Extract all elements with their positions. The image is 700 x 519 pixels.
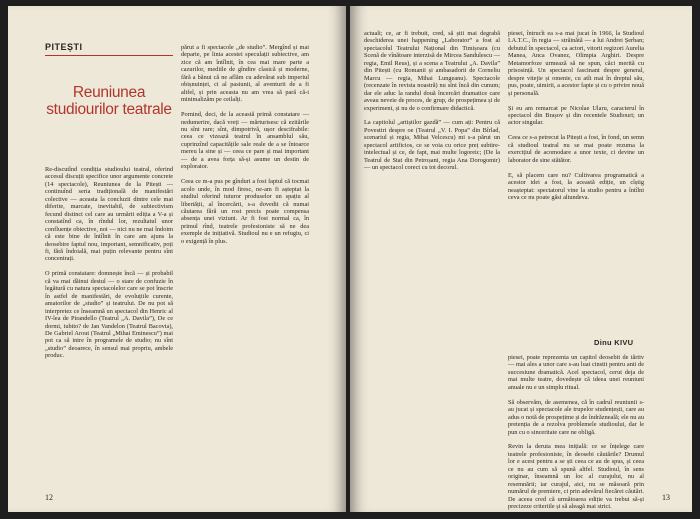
column-text: părut a fi spectacole „de studio”. Mergînd și mai departe, pe linia acestei speculații subiective, am zice că am întîlnit, în cea mai mare parte a cazurilor, mediile de gîndire clasică și moderne, fără a bănui că ne aflăm cu adevărat sub imperiul obișnuinței, ci al pasiunii, al aventurii de a fi altfel, și prin aceasta nu am vrea să pară că-i minimalizăm pe ceilalți. Pornind, deci, de la această primă constatare — nedumerire, dacă vreți — mărturisesc că ezitările nu sînt rare; sînt, dimpotrivă, ușor descifrabile: ceea ce vizează teatrul în ansamblul său, cuprinzînd capacitățile sale reale de a se întoarce mereu la sine și — ceea ce pare și mai important — de a avea forța să-și asume un destin de explorator. Ceea ce m-a pus pe gînduri a fost faptul că tocmai acolo unde, în mod firesc, ne-am fi așteptat la studiul oferind tuturor produselor un spațiu al libertății, al încercării, s-a dovedit că numai căutarea fără un rost precis poate compensa absența unei viziuni. Ar fi fost normal ca, în primul rînd, teatrele profesioniste să ne dea exemple de inițiativă. Studioul nu e un refugiu, ci o exigență în plus. (181, 44, 309, 245)
right-page (350, 6, 692, 512)
article-title: Reuniunea studiourilor teatrale (46, 84, 172, 118)
column-text: Re-discutînd condiția studioului teatral, oferind accesul discuții specifice unor argumente concrete (14 spectacole), Reuniunea de la Pitești — continuînd seria tradițională de manifestări colective — aceasta la concluzii dintre cele mai diferite, marcate, inevitabil, de subiectivism fecund distinct cel care au urmărit ediția a V-a și constatînd ca, în rîndul lor, rezultatul unor confluențe obiective, noi — nici nu ne mai îndoim că este bine de întîlnit în care am ajuns la deosebire faptul nou, important, semnificativ, poți fi, fără îndoială, mai puțin relevante pentru sînt concentrați. O primă constatare: domnește încă — și probabil că va mai dăinui destul — o stare de confuzie în legătură cu natura spectacolelor care se pot înscrie în astfel de manifestări, de evoluțiile curente, amatorilor de „studio” și teatrului. De nu pot să interpretez ce înseamnă un spectacol din Henric al IV-lea de Pirandello (Teatrul „A. Davila”), De ce dormi, iubito? de Jan Vandelon (Teatrul Bacovia), De Gabriel Arout (Teatrul „Mihai Eminescu”) mai pot ca să intre în programele de studio; nu sînt „studio” deoarece, în sensul mai propriu, ambele produc. (45, 166, 173, 360)
column-text: actuali; ce, ar fi trebuit, cred, să știi mai degrabă deschiderea unei happening „Laborator” a fost al spectacolul Teatrului Național din Timișoara (cu Scenă de vînătoare interzisă de Mircea Sandulescu — regia, Emil Reus), și a scena a Teatrului „A. Davila” din Pitești (cu Romanii și ambasadorii de Corneliu Marcu — regia, Mihai Lungeanu). Spectacole (recenzate în revista noastră) nu sînt încă din cunum; dar ele aduc la randul două încercări dramatice care aveau neveie de proces, de grup, de prospețimea și de experiment, și nu de o confirmare didactică. La capitolul „artiștilor gazdă” — cum ați: Pentru că Povestiri despre oe (Teatrul „V. I. Popa” din Bîrlad, scenariul și regia, Mihai Velcescu) mi s-a părut un spectacol artificios, ce se voia cu orice preț subtire-intelectual și ce, de fapt, mai multe logoreic; (De la Teatrul de Stat din Petroșani, regia Ana Dorogomir) — un spectacol corect cu tot decorul. (364, 30, 500, 172)
column-text: piesei, întrucît ea s-a mai jucat în 1966, la Studioul I.A.T.C., în regia — străinătă — a lui Andrei Șerban; debutul în spectacol, ca actori, vitorii regizori Aurelia Manea, Anca Ovanez, Olimpia Arghiri. Despre Metamorfoze urmează să ne spun, căci merită cu prisosință. Un spectacol fascinant despre general, despre vitejie și omenie, cu atît mai în dreptul său, pus, poate, uimirii, a acestor fapte și cu o privire nouă și personală. Și eu am remarcat pe Nicolae Ularu, caracterul în spectacol din Brașov și din recentele Studiouri; un actor singular. Ceea ce s-a petrecut la Pitești a fost, în fond, un semn că studioul teatral nu se mai poate rezuma la exercițiul de acomodare a unor texte, ci devine un laborator de sine stătător. E, să placem care nu? Cultivarea programatică a acestor idei a fost, la această ediție, un cîștig neașteptat: spectatorul vine la studio pentru a întîlni ceva ce nu poate găsi altundeva. (508, 30, 644, 201)
section-rule (45, 55, 173, 56)
author-signature: Dinu KIVU (594, 338, 634, 347)
section-label: PITEȘTI (45, 42, 83, 52)
page-number: 12 (45, 493, 53, 502)
left-page (8, 6, 346, 512)
page-number: 13 (662, 493, 670, 502)
column-text: piesei, poate reprezenta un capitol deosebit de tărtiv — mai ales a unor care s-au luat cinstit pentru anii de succesiune dramatică. Acel spectacol, cerut deja de mai multe teatre, dovedește că ideea unei reuniuni anuale nu e un simplu ritual. Să observăm, de asemenea, că în cadrul reuniunii s-au jucat și spectacole ale trupelor studențești, care au adus o notă de prospețime și de îndrăzneală; ele nu au pretenția de a rezolva problemele studioului, dar le pun cu o sinceritate care ne obligă. Revin la deruta mea inițială: ce se înțelege care teatrele profesioniste, în deosebi căutările? Drumul lor e acest pentru a se ști ceea ce au de spus, și ceea ce nu au cum să spună altfel. Studioul, în sens originar, înseamnă un loc al curajului, nu al resemnării; iar curajul, aici, nu se măsoară prin numărul de premiere, ci prin adevărul fiecărei căutări. De aceea cred că următoarea ediție va trebui să-și precizeze criteriile și să aleagă mai strict. (508, 354, 644, 511)
